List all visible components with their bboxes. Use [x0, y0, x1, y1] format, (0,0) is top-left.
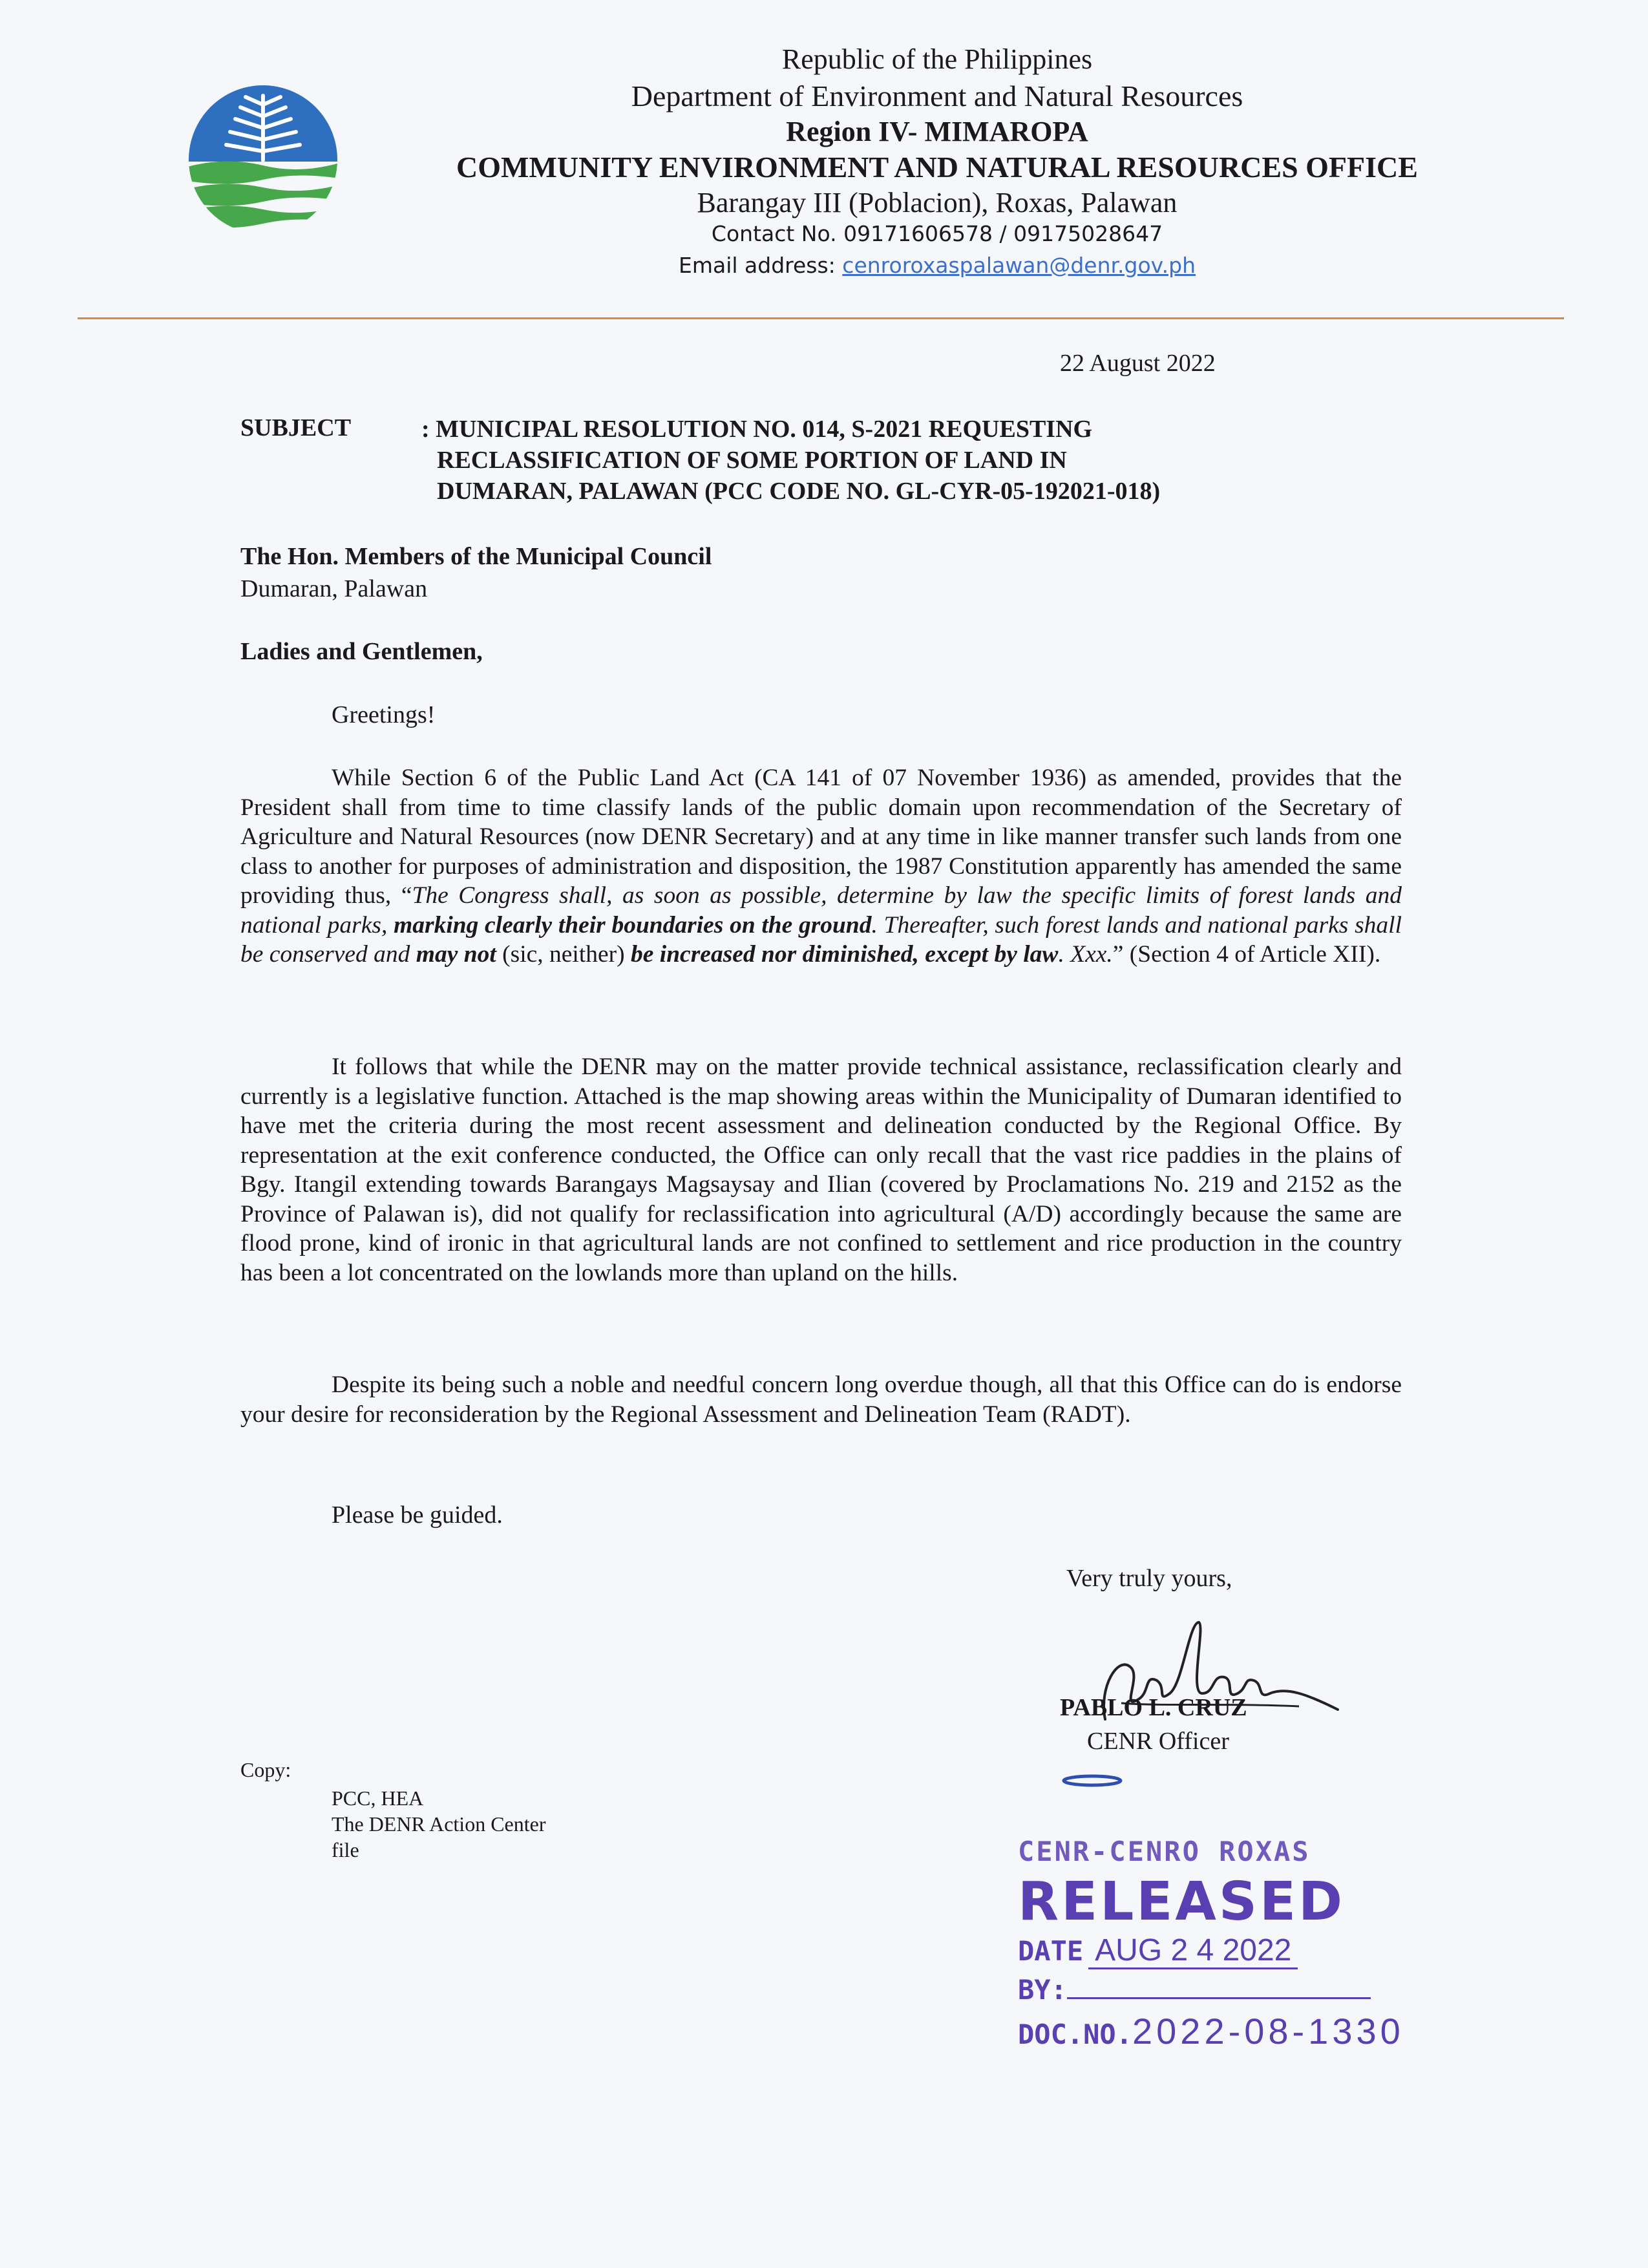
p1-quote-b: . Thereafter, such forest lands and national parks shall be conserved and: [240, 911, 1402, 968]
paragraph-2: [240, 1052, 1402, 1288]
stamp-date-label: DATE: [1018, 1935, 1084, 1967]
email-link[interactable]: cenroroxaspalawan@denr.gov.ph: [842, 253, 1196, 278]
letter-date: 22 August 2022: [1060, 350, 1216, 377]
stamp-doc-value: 2022-08-1330: [1132, 2011, 1404, 2051]
complimentary-close: Very truly yours,: [1066, 1565, 1232, 1592]
p1-quote-bold-b: may not: [416, 941, 496, 968]
letterhead-republic: Republic of the Philippines: [781, 43, 1093, 75]
letterhead-address: Barangay III (Poblacion), Roxas, Palawan: [697, 187, 1178, 218]
p1-text-b: (sic, neither): [496, 941, 631, 968]
letterhead-email: [0, 253, 1648, 278]
salutation: Ladies and Gentlemen,: [240, 638, 483, 665]
copy-item: PCC, HEA: [332, 1786, 424, 1810]
header-divider: [78, 317, 1564, 319]
p1-quote-bold-c: be increased nor diminished, except by law: [631, 941, 1059, 968]
released-stamp: [1018, 1836, 1509, 2051]
p1-quote-a: The Congress shall, as soon as possible, determine by law the specific limits of forest lands and national parks,: [240, 882, 1402, 938]
letterhead-department: Department of Environment and Natural Resources: [631, 79, 1243, 112]
letterhead-region: Region IV- MIMAROPA: [786, 116, 1088, 147]
copy-label: Copy:: [240, 1758, 291, 1781]
paragraph-3: [240, 1370, 1402, 1429]
p1-text-a: While Section 6 of the Public Land Act (CA 141 of 07 November 1936) as amended, provides that the President shall from time to time classify lands of the public domain upon recommendation of the Secretary of Agriculture and Natural Resources (now DENR Secretary) and at any time in like manner transfer such lands from one class to another for purposes of administration and disposition, the 1987 Constitution apparently has amended the same providing thus, “: [240, 765, 1402, 909]
stamp-doc-no: [1018, 2010, 1404, 2052]
copy-list: [332, 1785, 545, 1863]
stamp-date-value: AUG 2 4 2022: [1088, 1933, 1298, 1969]
paragraph-3-text: Despite its being such a noble and needful concern long overdue though, all that this Office can do is endorse your desire for reconsideration by the Regional Assessment and Delineation Team (RADT).: [240, 1372, 1402, 1428]
stamp-by: [1018, 1974, 1371, 2006]
email-label: Email address:: [678, 253, 843, 278]
addressee-name: The Hon. Members of the Municipal Council: [240, 543, 712, 570]
copy-item: file: [332, 1838, 359, 1861]
pen-mark: [1060, 1771, 1125, 1790]
greeting: Greetings!: [332, 701, 436, 728]
p1-quote-bold-a: marking clearly their boundaries on the ground: [394, 911, 872, 938]
letterhead-office: COMMUNITY ENVIRONMENT AND NATURAL RESOURCES OFFICE: [456, 151, 1418, 184]
stamp-date: [1018, 1933, 1298, 1968]
p1-text-c: ” (Section 4 of Article XII).: [1112, 941, 1381, 968]
stamp-by-line: [1067, 1978, 1371, 1999]
addressee: [240, 540, 712, 605]
stamp-status: RELEASED: [1018, 1871, 1346, 1933]
signatory-name: PABLO L. CRUZ: [1060, 1694, 1247, 1721]
closing-line: Please be guided.: [332, 1501, 503, 1529]
paragraph-2-text: It follows that while the DENR may on the matter provide technical assistance, reclassification clearly and currently is a legislative function. Attached is the map showing areas within the Municipality of Dumaran identified to have met the criteria during the most recent assessment and delineation conducted by the Regional Office. By representation at the exit conference conducted, the Office can only recall that the vast rice paddies in the plains of Bgy. Itangil extending towards Barangays Magsaysay and Ilian (covered by Proclamations No. 219 and 2152 as the Province of Palawan is), did not qualify for reclassification into agricultural (A/D) accordingly because the same are flood prone, kind of ironic in that agricultural lands are not confined to settlement and rice production in the country has been a lot concentrated on the lowlands more than upland on the hills.: [240, 1054, 1402, 1286]
paragraph-1: [240, 763, 1402, 970]
stamp-by-label: BY:: [1018, 1974, 1067, 2006]
subject-label: SUBJECT: [240, 414, 352, 441]
addressee-place: Dumaran, Palawan: [240, 575, 428, 602]
stamp-office: CENR-CENRO ROXAS: [1018, 1836, 1311, 1867]
stamp-doc-label: DOC.NO.: [1018, 2019, 1133, 2050]
copy-item: The DENR Action Center: [332, 1812, 546, 1836]
subject-line-3: DUMARAN, PALAWAN (PCC CODE NO. GL-CYR-05-192021-018): [437, 478, 1161, 505]
subject-text: [421, 414, 1326, 507]
subject-line-2: RECLASSIFICATION OF SOME PORTION OF LAND IN: [437, 447, 1067, 474]
p1-quote-c: . Xxx.: [1058, 941, 1113, 968]
signatory-title: CENR Officer: [1087, 1728, 1229, 1755]
letterhead-contact: Contact No. 09171606578 / 09175028647: [711, 221, 1163, 246]
subject-line-1: : MUNICIPAL RESOLUTION NO. 014, S-2021 REQUESTING: [421, 416, 1093, 443]
